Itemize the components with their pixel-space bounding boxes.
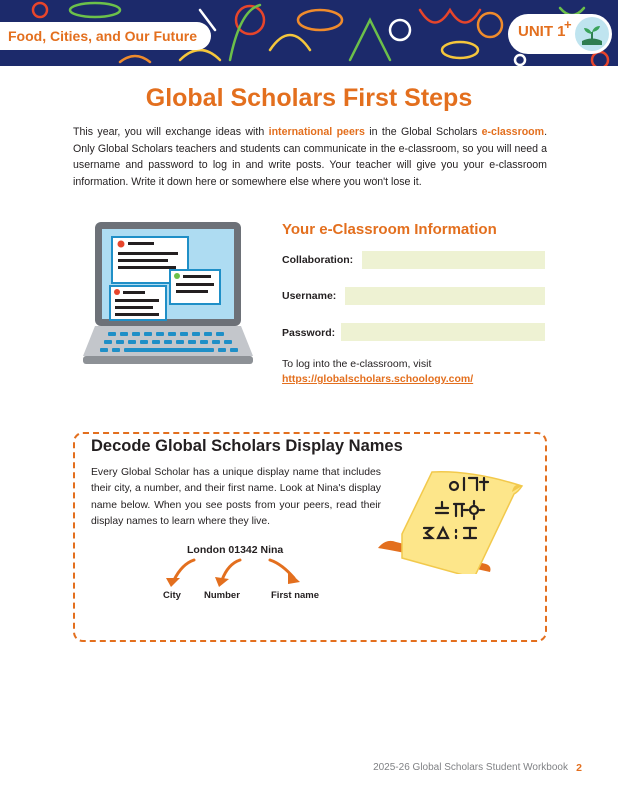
unit-label: UNIT 1 [518,23,566,40]
display-name-arrows [160,556,310,590]
label-number: Number [204,590,240,601]
decode-body: Every Global Scholar has a unique display name that includes their city, a number, and their first name. Look at Nina's display name below. When you see posts from your peers, read their display names to learn where they live. [91,467,381,527]
scroll-symbols-illustration [372,464,532,574]
footer-workbook-title: 2025-26 Global Scholars Student Workbook [373,762,568,773]
decode-title: Decode Global Scholars Display Names [91,437,403,455]
password-label: Password: [282,327,336,339]
laptop-illustration [82,220,262,380]
intro-highlight-peers: international peers [268,126,365,138]
page-title: Global Scholars First Steps [145,84,473,112]
label-first-name: First name [271,590,320,601]
label-city: City [163,590,181,601]
intro-paragraph [73,124,547,190]
intro-text-2: in the Global Scholars [364,126,482,138]
unit-title: Food, Cities, and Our Future [8,28,197,44]
page-number: 2 [576,762,582,774]
collaboration-field[interactable] [362,251,545,269]
arrow-number-icon [222,560,240,580]
collaboration-label: Collaboration: [282,254,354,266]
unit-plus: + [564,17,572,32]
example-display-name: London 01342 Nina [187,544,284,556]
unit-badge [508,14,612,54]
intro-highlight-eclassroom: e-classroom [481,126,545,138]
header-banner [0,0,618,66]
login-instructions: To log into the e-classroom, visit [282,358,432,370]
eclassroom-info-title: Your e-Classroom Information [282,221,497,238]
globe-sprout-icon [575,17,609,51]
arrow-city-icon [174,560,194,580]
footer-text [373,762,568,773]
password-field[interactable] [341,323,545,341]
login-link[interactable]: https://globalscholars.schoology.com/ [282,373,474,385]
username-field[interactable] [345,287,545,305]
intro-text-3: . Only Global Scholars teachers and students can communicate in the e-classroom, so you will need a username and password to log in and write posts. Your teacher will give you your e-classroom information. Write it down here or somewhere else where you won't lose it. [73,126,548,188]
unit-title-pill [0,22,211,50]
intro-text-1: This year, you will exchange ideas with [73,126,269,138]
username-label: Username: [282,290,337,302]
